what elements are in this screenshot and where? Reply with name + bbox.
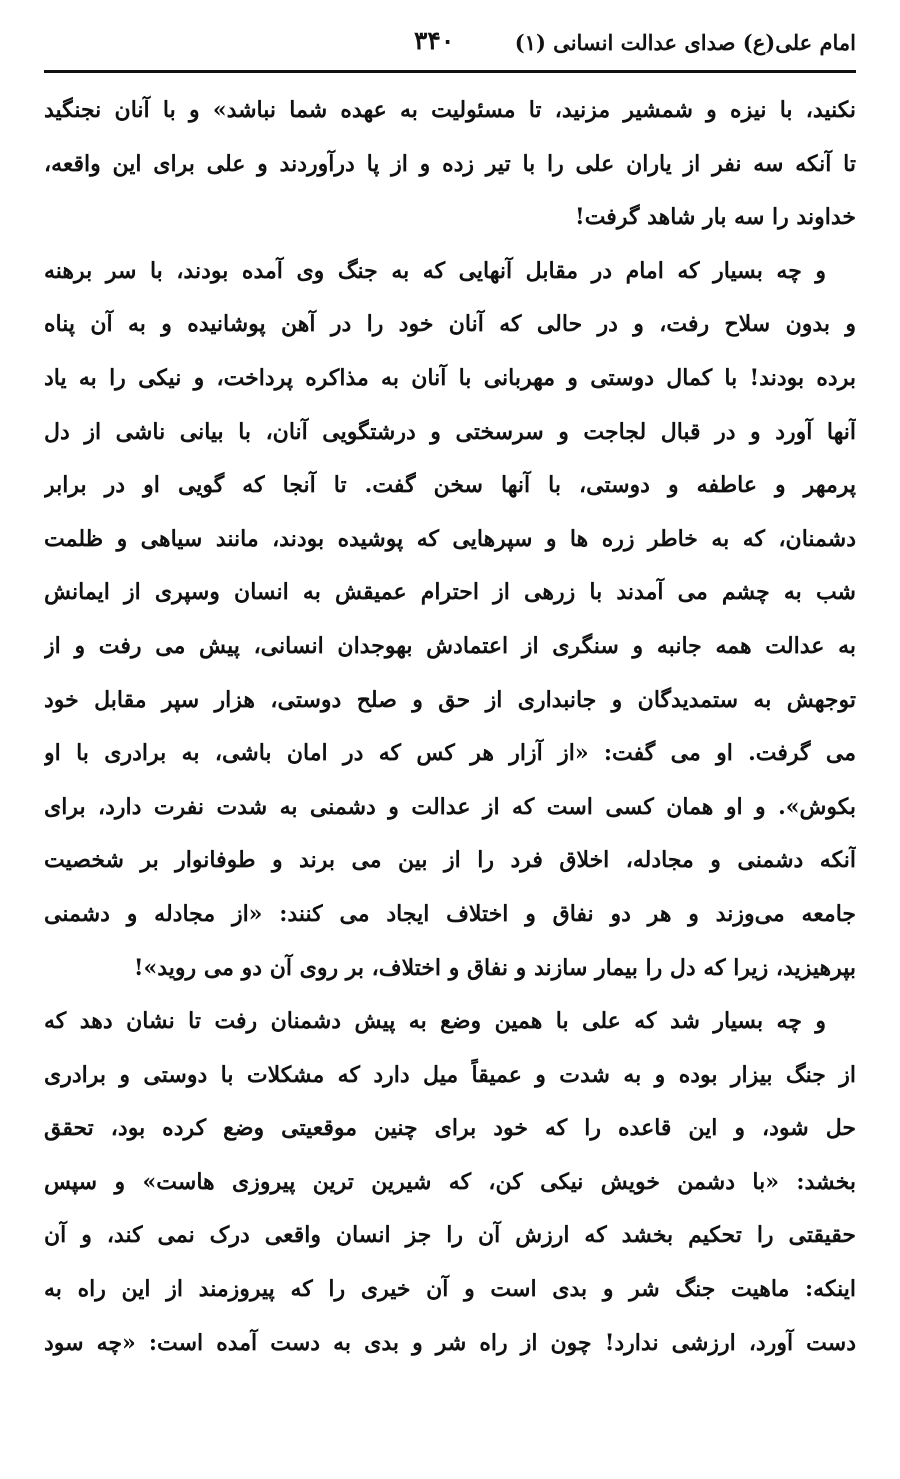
text-line: می گرفت. او می گفت: «از آزار هر کس که در امان باشی، به برادری با او: [44, 740, 856, 767]
text-line: آنها آورد و در قبال لجاجت و سرسختی و درشتگویی آنان، با بیانی ناشی از دل: [44, 418, 856, 445]
book-page: [44, 0, 856, 1479]
text-line: حقیقتی را تحکیم بخشد که ارزش آن را جز انسان واقعی درک نمی کند، و آن: [44, 1222, 856, 1249]
text-line: شب به چشم می آمدند با زرهی از احترام عمیقش به انسان وسپری از ایمانش: [44, 579, 856, 606]
text-line: پرمهر و عاطفه و دوستی، با آنها سخن گفت. تا آنجا که گویی او در برابر: [44, 472, 856, 499]
text-line: نکنید، با نیزه و شمشیر مزنید، تا مسئولیت به عهده شما نباشد» و با آنان نجنگید: [44, 97, 856, 123]
text-line: و بدون سلاح رفت، و در حالی که آنان خود را در آهن پوشانیده و به آن پناه: [44, 311, 856, 338]
text-line: از جنگ بیزار بوده و به شدت و عمیقاً میل دارد که مشکلات با دوستی و برادری: [44, 1061, 856, 1088]
page-number: ۳۴۰: [414, 26, 455, 55]
page-header: [44, 22, 856, 66]
text-line: تا آنکه سه نفر از یاران علی را با تیر زده و از پا درآوردند و علی برای این واقعه،: [44, 150, 856, 177]
body-text: [44, 84, 856, 1370]
text-line: دشمنان، که به خاطر زره ها و سپرهایی که پوشیده بودند، مانند سیاهی و ظلمت: [44, 525, 856, 552]
running-title: امام علی(ع) صدای عدالت انسانی (۱): [514, 30, 856, 55]
text-line: به عدالت همه جانبه و سنگری از اعتمادش بهوجدان انسانی، پیش می رفت و از: [44, 632, 856, 659]
text-line: بپرهیزید، زیرا که دل را بیمار سازند و نفاق و اختلاف، بر روی آن دو می روید»!: [133, 954, 856, 981]
text-line: توجهش به ستمدیدگان و جانبداری از حق و صلح دوستی، هزار سپر مقابل خود: [44, 686, 856, 713]
text-line: اینکه: ماهیت جنگ شر و بدی است و آن خیری را که پیروزمند از این راه به: [44, 1276, 856, 1303]
text-line: خداوند را سه بار شاهد گرفت!: [575, 204, 856, 231]
text-line: حل شود، و این قاعده را که خود برای چنین موقعیتی وضع کرده بود، تحقق: [44, 1115, 856, 1142]
text-line: جامعه می‌وزند و هر دو نفاق و اختلاف ایجاد می کنند: «از مجادله و دشمنی: [44, 900, 856, 927]
text-line: بخشد: «با دشمن خویش نیکی کن، که شیرین ترین پیروزی هاست» و سپس: [44, 1168, 856, 1195]
text-line: بکوش». و او همان کسی است که از عدالت و دشمنی به شدت نفرت دارد، برای: [44, 793, 856, 820]
text-line: و چه بسیار شد که علی با همین وضع به پیش دشمنان رفت تا نشان دهد که: [44, 1008, 826, 1035]
text-line: و چه بسیار که امام در مقابل آنهایی که به جنگ وی آمده بودند، با سر برهنه: [44, 257, 826, 284]
text-line: آنکه دشمنی و مجادله، اخلاق فرد را از بین می برند و طوفانوار بر شخصیت: [44, 847, 856, 874]
text-line: برده بودند! با کمال دوستی و مهربانی با آنان به مذاکره پرداخت، و نیکی را به یاد: [44, 364, 856, 391]
text-line: دست آورد، ارزشی ندارد! چون از راه شر و بدی به دست آمده است: «چه سود: [44, 1329, 856, 1356]
header-rule: [44, 70, 856, 73]
